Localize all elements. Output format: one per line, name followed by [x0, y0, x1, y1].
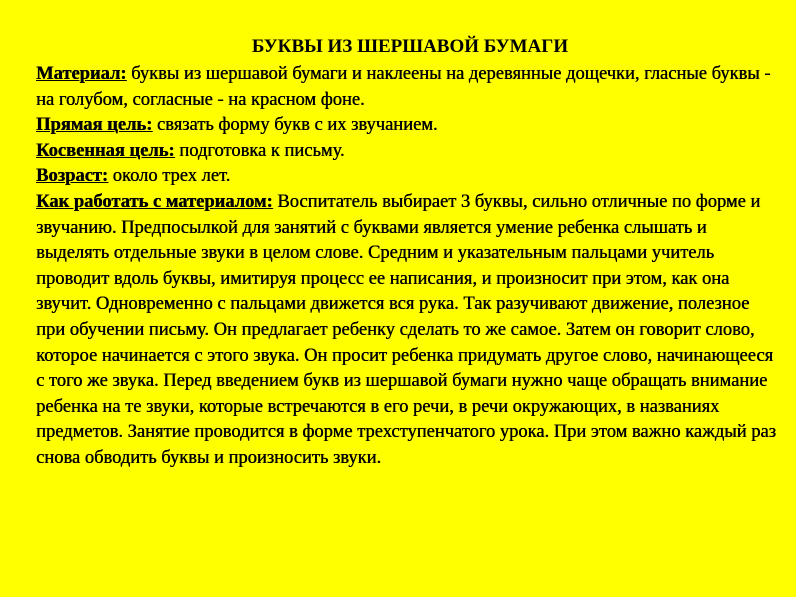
- slide-body: [36, 62, 776, 472]
- section-age: [36, 164, 776, 190]
- section-label: Как работать с материалом:: [36, 191, 273, 212]
- section-material: [36, 62, 776, 113]
- section-label: Прямая цель:: [36, 115, 153, 136]
- section-label: Материал:: [36, 64, 127, 84]
- section-indirect-goal: [36, 139, 776, 165]
- section-text: около трех лет.: [108, 166, 231, 187]
- section-text: Воспитатель выбирает 3 буквы, сильно отличные по форме и звучанию. Предпосылкой для занятий с буквами является умение ребенка слышать и выделять отдельные звуки в целом слове. Средним и указательным пальцами учитель проводит вдоль буквы, имитируя процесс ее написания, и произносит при этом, как она звучит. Одновременно с пальцами движется вся рука. Так разучивают движение, полезное при обучении письму. Он предлагает ребенку сделать то же самое. Затем он говорит слово, которое начинается с этого звука. Он просит ребенка придумать другое слово, начинающееся с того же звука. Перед введением букв из шершавой бумаги нужно чаще обращать внимание ребенка на те звуки, которые встречаются в его речи, в речи окружающих, в названиях предметов. Занятие проводится в форме трехступенчатого урока. При этом важно каждый раз снова обводить буквы и произносить звуки.: [36, 191, 776, 468]
- section-how-to-work: [36, 190, 776, 472]
- section-direct-goal: [36, 113, 776, 139]
- slide-title: БУКВЫ ИЗ ШЕРШАВОЙ БУМАГИ: [251, 36, 569, 57]
- section-label: Возраст:: [36, 166, 109, 187]
- section-text: буквы из шершавой бумаги и наклеены на деревянные дощечки, гласные буквы - на голубом, согласные - на красном фоне.: [36, 64, 771, 110]
- section-text: связать форму букв с их звучанием.: [152, 115, 438, 136]
- section-label: Косвенная цель:: [36, 140, 175, 161]
- section-text: подготовка к письму.: [174, 140, 345, 161]
